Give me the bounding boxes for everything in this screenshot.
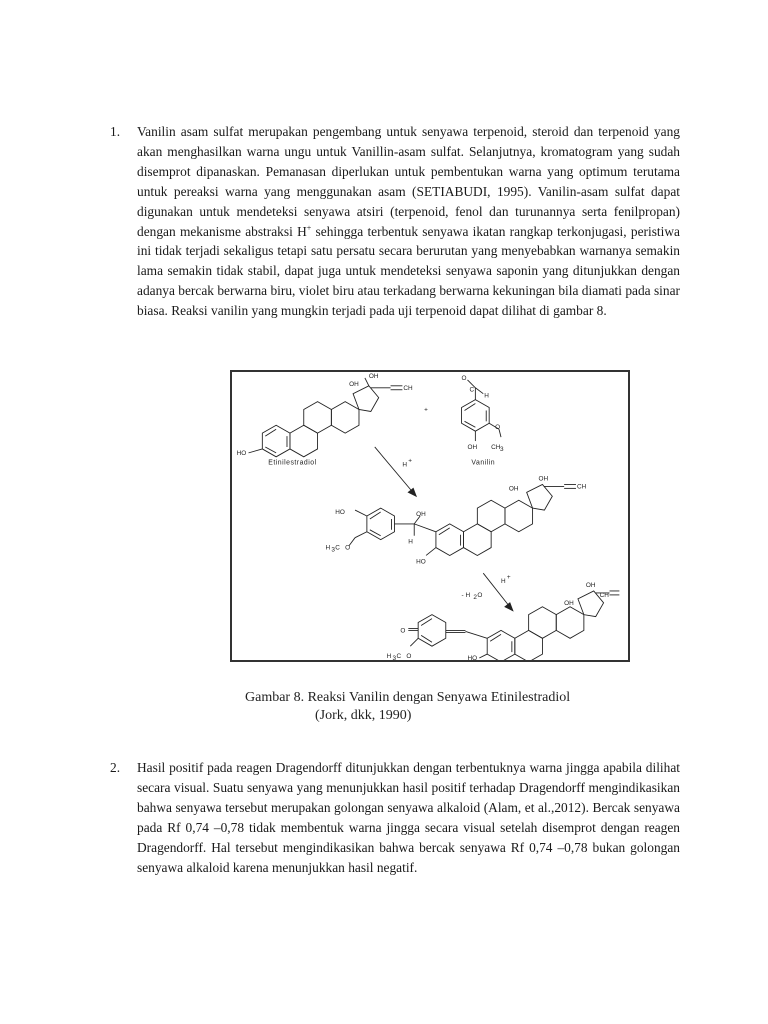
caption-title: Gambar 8. Reaksi Vanilin dengan Senyawa Etinilestradiol (245, 690, 571, 705)
label-h3c-sub-int: 3 (331, 546, 335, 554)
label-oh-int-2: OH (508, 485, 519, 493)
intermediate-structure (349, 484, 576, 555)
figure-caption (245, 689, 665, 725)
paragraph-dragendorff: Hasil positif pada reagen Dragendorff ditunjukkan dengan terbentuknya warna jingga apabila dilihat secara visual. Suatu senyawa yang menunjukkan hasil positif terhadap Dragendorff mengindikasikan bahwa senyawa tersebut merupakan golongan senyawa alkaloid (Alam, et al.,2012). Bercak senyawa pada Rf 0,74 –0,78 tidak membentuk warna jingga secara visual setelah disemprot dengan reagen Dragendorff. Hal tersebut mengindikasikan bahwa bercak senyawa Rf 0,74 –0,78 bukan golongan senyawa alkaloid karena menunjukkan hasil negatif. (137, 760, 680, 875)
label-h-plus-sup-2: + (506, 574, 511, 582)
reaction-figure (230, 370, 630, 662)
label-ho-1: HO (236, 449, 247, 457)
list-item-2 (110, 758, 680, 877)
paragraph-text-b: sehingga terbentuk senyawa ikatan rangkap terkonjugasi, peristiwa ini tidak terjadi sekaligus tetapi satu persatu secara berurutan yang menyebabkan warnanya semakin lama semakin tidak stabil, dapat juga untuk mendeteksi senyawa saponin yang ditunjukkan dengan adanya bercak berwarna biru, violet biru atau terkadang berwarna kekuningan bila diamati pada sinar biasa. Reaksi vanilin yang mungkin terjadi pada uji terpenoid dapat dilihat di gambar 8. (137, 223, 680, 319)
label-ch-triple-1: CH (403, 384, 413, 392)
reaction-scheme-diagram (232, 372, 628, 660)
product-structure (408, 591, 619, 660)
label-o-prod: O (400, 627, 406, 635)
label-h3c-sub-prod: 3 (392, 655, 397, 660)
label-h3c-prod: H (386, 653, 392, 660)
label-h-vanilin: H (484, 392, 489, 400)
label-oh-int-3: OH (538, 475, 549, 483)
label-oh-prod-2: OH (585, 582, 596, 590)
label-o2-prod: O (406, 653, 412, 660)
label-oh-2: OH (368, 372, 379, 380)
caption-source: (Jork, dkk, 1990) (315, 708, 412, 723)
superscript-plus: + (306, 223, 312, 233)
label-oh-vanilin: OH (467, 443, 478, 451)
list-number: 1. (110, 124, 121, 139)
label-ho-prod: HO (467, 655, 478, 660)
label-ch3-sub: 3 (500, 445, 504, 453)
label-ch-triple-3: CH (599, 591, 609, 599)
label-o2-vanilin: O (495, 424, 501, 432)
label-h-plus-2: H (501, 578, 506, 586)
label-ch-triple-2: CH (576, 483, 587, 491)
label-h-plus-sup-1: + (408, 457, 413, 465)
vanilin-structure (462, 380, 501, 441)
label-h3c-c-int: C (335, 544, 340, 552)
etinilestradiol-structure (249, 378, 403, 457)
label-ch3-vanilin: CH (491, 443, 501, 451)
label-h-plus-1: H (402, 461, 408, 469)
label-oh-int-1: OH (416, 511, 426, 518)
label-h2o-o: O (477, 591, 483, 599)
label-minus-h2o: - H (461, 591, 471, 599)
reaction-arrow-1 (375, 447, 416, 496)
list-item-1 (110, 122, 680, 321)
label-c-vanilin: C (469, 386, 475, 394)
label-plus: + (424, 406, 428, 414)
label-h-int: H (408, 538, 413, 546)
label-vanilin: Vanilin (471, 459, 496, 467)
paragraph-vanilin (137, 122, 680, 321)
label-oh-prod-1: OH (564, 599, 574, 607)
label-ho-int-2: HO (416, 558, 426, 566)
paragraph-text-a: Vanilin asam sulfat merupakan pengembang untuk senyawa terpenoid, steroid dan terpenoid yang akan menghasilkan warna ungu untuk Vanillin-asam sulfat. Selanjutnya, kromatogram yang sudah disemprot dipanaskan. Pemanasan diperlukan untuk pembentukan warna yang optimum terutama untuk pereaksi warna yang menggunakan asam (SETIABUDI, 1995). Vanilin-asam sulfat dapat digunakan untuk mendeteksi senyawa atsiri (terpenoid, fenol dan turunannya serta fenilpropan) dengan mekanisme abstraksi H (137, 124, 680, 239)
label-oh-1: OH (349, 380, 359, 388)
label-etinilestradiol: Etinilestradiol (268, 459, 317, 467)
label-h2o-sub: 2 (473, 593, 477, 601)
list-number: 2. (110, 760, 121, 775)
label-o-vanilin: O (461, 374, 467, 382)
arrow-head-2 (505, 603, 513, 611)
label-ho-int: HO (335, 509, 345, 517)
label-o-int: O (345, 544, 351, 552)
label-h3c-c-prod: C (396, 653, 402, 660)
arrow-head-1 (408, 488, 416, 496)
label-h3c-int: H (325, 544, 331, 552)
